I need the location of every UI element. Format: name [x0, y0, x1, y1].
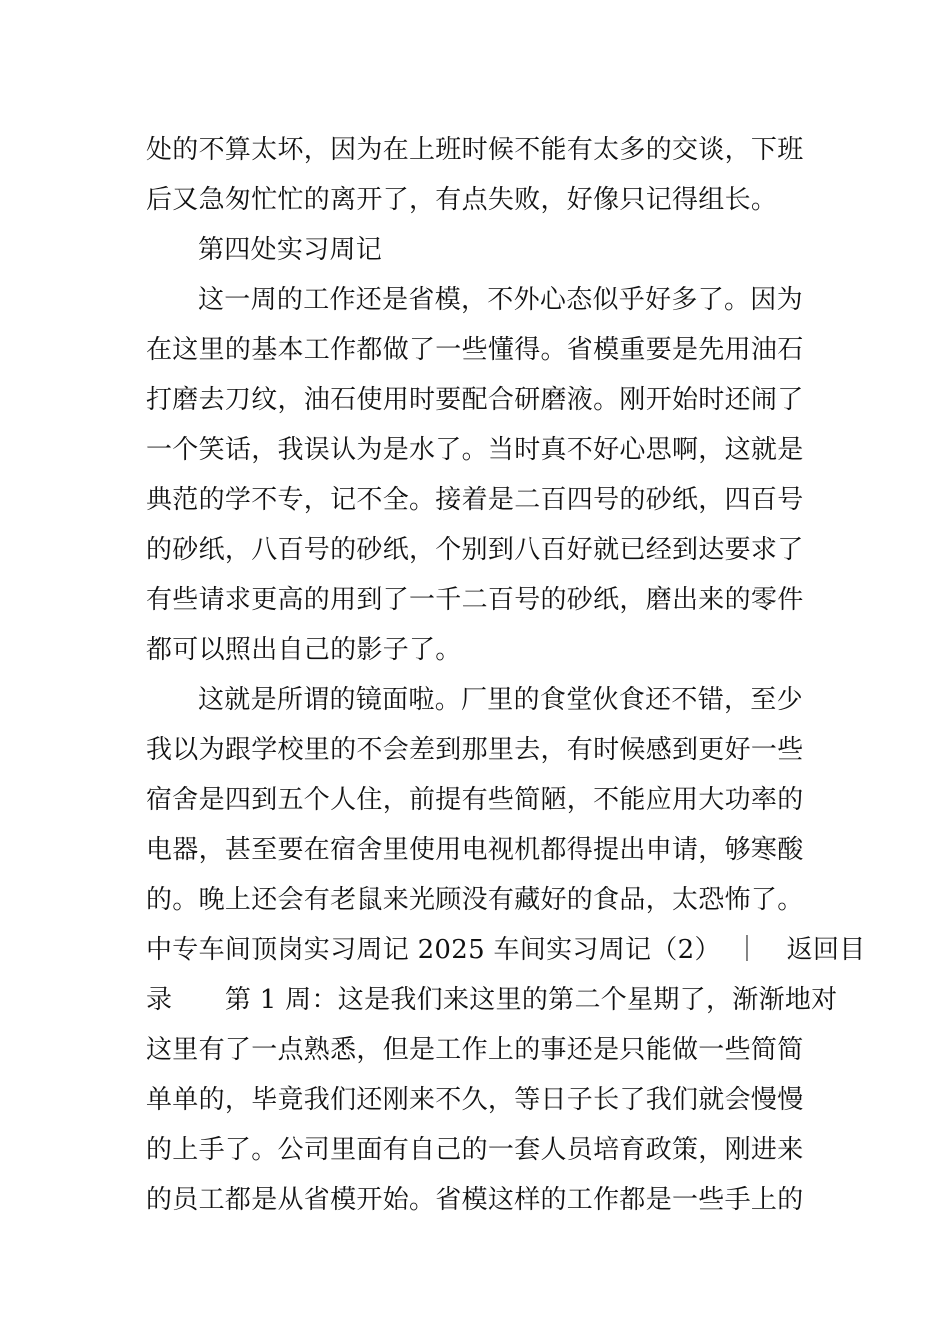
text-line-7: 一个笑话，我误认为是水了。当时真不好心思啊，这就是 — [146, 435, 804, 465]
text-line-11: 都可以照出自己的影子了。 — [146, 635, 462, 665]
text-line-13: 我以为跟学校里的不会差到那里去，有时候感到更好一些 — [146, 735, 804, 765]
text-line-16: 的。晚上还会有老鼠来光顾没有藏好的食品，太恐怖了。 — [146, 885, 804, 915]
text-line-14: 宿舍是四到五个人住，前提有些简陋，不能应用大功率的 — [146, 785, 804, 815]
text-line-4: 这一周的工作还是省模，不外心态似乎好多了。因为 — [198, 285, 803, 315]
text-line-2: 后又急匆忙忙的离开了，有点失败，好像只记得组长。 — [146, 185, 778, 215]
text-line-21: 的上手了。公司里面有自己的一套人员培育政策，刚进来 — [146, 1135, 804, 1165]
text-line-6: 打磨去刀纹，油石使用时要配合研磨液。刚开始时还闹了 — [146, 385, 804, 415]
text-line-17: 中专车间顶岗实习周记 2025 车间实习周记（2） ｜ 返回目 — [146, 935, 866, 965]
text-line-8: 典范的学不专，记不全。接着是二百四号的砂纸，四百号 — [146, 485, 804, 515]
text-line-15: 电器，甚至要在宿舍里使用电视机都得提出申请，够寒酸 — [146, 835, 804, 865]
text-line-19: 这里有了一点熟悉，但是工作上的事还是只能做一些简简 — [146, 1035, 804, 1065]
text-line-10: 有些请求更高的用到了一千二百号的砂纸，磨出来的零件 — [146, 585, 804, 615]
section-heading: 第四处实习周记 — [198, 235, 383, 265]
text-line-1: 处的不算太坏，因为在上班时候不能有太多的交谈，下班 — [146, 135, 804, 165]
text-line-9: 的砂纸，八百号的砂纸，个别到八百好就已经到达要求了 — [146, 535, 804, 565]
text-line-18: 录 第 1 周：这是我们来这里的第二个星期了，渐渐地对 — [146, 985, 838, 1015]
text-line-22: 的员工都是从省模开始。省模这样的工作都是一些手上的 — [146, 1185, 804, 1215]
text-line-20: 单单的，毕竟我们还刚来不久，等日子长了我们就会慢慢 — [146, 1085, 804, 1115]
text-line-5: 在这里的基本工作都做了一些懂得。省模重要是先用油石 — [146, 335, 804, 365]
text-line-12: 这就是所谓的镜面啦。厂里的食堂伙食还不错，至少 — [198, 685, 803, 715]
